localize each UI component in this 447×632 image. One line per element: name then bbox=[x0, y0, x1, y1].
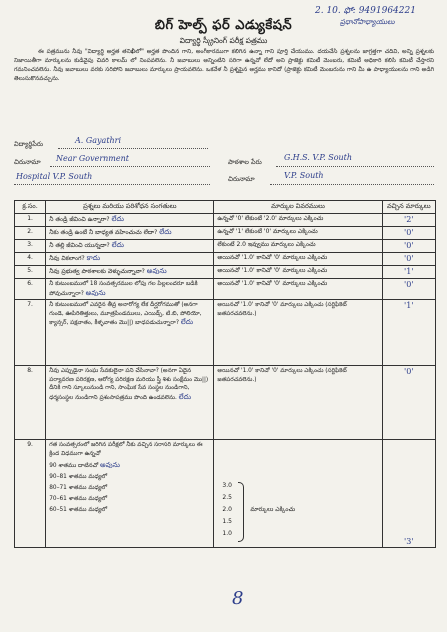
answer-text: అవును bbox=[100, 461, 120, 469]
header-role: ప్రధానోపాధ్యాయులు bbox=[340, 18, 395, 26]
marks-rule: అయినచో '1.0' కానిచో '0' మార్కులు ఎక్కించు (సర్టిఫికెట్ జతపరచవలెను.) bbox=[214, 366, 382, 440]
question-cell bbox=[46, 240, 214, 253]
address2-value: V.P. South bbox=[284, 171, 324, 180]
marks-rule: అయినచో '1.0' కానిచో '0' మార్కులు ఎక్కించు (సర్టిఫికెట్ జతపరచవలెను.) bbox=[214, 300, 382, 366]
marks-obtained: '1' bbox=[382, 300, 435, 366]
question-text: నీ కుటుంబములో ఎవరైన తీవ్ర అనారోగ్య లేక దీర్ఘరోగముతో (అనగా గుండె, ఊపిరితిత్తులు, మూత్రపిండములు, ఎయిడ్స్, టి.బి, పోలియో, క్యాన్సర్, పక్షవాతం, కీళ్ళవాతం మొ||) బాధపడుచున్నారా? bbox=[49, 302, 202, 326]
marks-rule: లేకుంటే 2.0 ఇవ్వుము మార్కులు ఎక్కించు bbox=[214, 240, 382, 253]
address-label: చిరునామా bbox=[14, 158, 41, 166]
student-name-value: A. Gayathri bbox=[75, 136, 122, 145]
table-row bbox=[15, 227, 436, 240]
row-number: 3. bbox=[15, 240, 46, 253]
marks-rule: అయినచో '1.0' కానిచో '0' మార్కులు ఎక్కించు bbox=[214, 279, 382, 300]
question-text: నీవు ఎప్పుడైనా సంఘ సేవకులైనా పని చేసినావా? (అనగా ఏదైన పర్యావరణ పరిరక్షణ, ఆరోగ్య పరిరక్షణ మరియు స్త్రీ శిశు సంక్షేమం మొ||) దీనికి గాని స్కూలునుండి గాని, సాంఘిక సేవ సంస్థల నుండిగాని, ధర్మసంస్థల నుండిగాని ప్రశంసాపత్రము పొంది ఉండవలెను. bbox=[49, 368, 209, 401]
marks-obtained: '1' bbox=[382, 266, 435, 279]
col-header-question: ప్రశ్నలు మరియు పరిశోధన సంగతులు bbox=[46, 201, 214, 214]
intro-paragraph: ఈ పత్రమును నీవు "విద్యార్థి అర్హత తనిఖీలో" అర్హత పొందిన గాని, అంగీకారముగా కలిగిన ఉన్నా గాని పూర్తి చేయుము. దయచేసి ప్రశ్నలను జాగ్రత్తగా చదివి, అన్ని ప్రశ్నలకు నిజాయితీగా మార్కులను కుడివైపు చివరి కాలమ్ లో నింపవలెను. నీ జవాబులు అన్నింటిని సరిగా ఉన్నవో లేదో అని ప్రాజెక్టు కమిటీ మెంబరు, కమిటీ అధికారి కలిసి కమిటీ చేస్తారని గమనించవలెను. నీవు జవాబులు వరకు సరిపోని జవాబులు మార్కులు ప్రాయవలెను. ఒకవేళ నీ ప్రశ్నపైన అర్హము కానిదో (ప్రాజెక్టు కమిటీ మెంబరును గాని మీ ఉ పాధ్యాయులను గాని అడిగి తెలుసుకొనవచ్చును. bbox=[14, 49, 434, 82]
answer-text: లేదు bbox=[178, 392, 191, 401]
grade-mark: 2.5 bbox=[222, 494, 232, 501]
school-name-label: పాఠశాల పేరు bbox=[228, 158, 262, 166]
school-name-line bbox=[276, 166, 434, 167]
header-phone: ఫో: 9491964221 bbox=[343, 6, 416, 16]
col-header-marks-obtained: వచ్చిన మార్కులు bbox=[382, 201, 435, 214]
row-number: 9. bbox=[15, 440, 46, 548]
marks-rule: ఉన్నచో '0' లేకుంటే '2.0' మార్కులు ఎక్కించు bbox=[214, 214, 382, 227]
grade-item bbox=[49, 460, 210, 472]
signature: 8 bbox=[232, 588, 244, 609]
table-row bbox=[15, 300, 436, 366]
question-text: నీవు ప్రభుత్వ పాఠశాలకు వెళ్ళుచున్నావా? bbox=[49, 268, 145, 275]
grade-mark: 3.0 bbox=[222, 482, 232, 489]
row-number: 7. bbox=[15, 300, 46, 366]
question-cell bbox=[46, 227, 214, 240]
marks-obtained: '0' bbox=[382, 253, 435, 266]
question-text: నీ కుటుంబములో 18 సంవత్సరముల లోపు గల పిల్లలందరూ బడికి పోవుచున్నారా? bbox=[49, 281, 198, 297]
address-value-1: Near Government bbox=[56, 154, 129, 163]
address-line-2 bbox=[14, 184, 210, 185]
header-prefix: 2. 10. bbox=[315, 6, 341, 16]
student-name-label: విద్యార్థిపేరు bbox=[14, 140, 43, 148]
answer-text: లేదు bbox=[180, 318, 194, 326]
grade-item: 80–71 శాతము మధ్యలో bbox=[49, 485, 108, 491]
marks-rule: అయినచో '1.0' కానిచో '0' మార్కులు ఎక్కించు bbox=[214, 253, 382, 266]
row-number: 5. bbox=[15, 266, 46, 279]
row-number: 6. bbox=[15, 279, 46, 300]
school-name-value: G.H.S. V.P. South bbox=[284, 153, 353, 162]
question-cell bbox=[46, 300, 214, 366]
answer-text: లేదు bbox=[111, 241, 124, 249]
question-text: నీకు తండ్రి ఉంటే నీ బాధ్యత వహించుచు లేదా? bbox=[49, 229, 158, 236]
grade-item: 60–51 శాతము మధ్యలో bbox=[49, 507, 108, 513]
marks-obtained: '2' bbox=[382, 214, 435, 227]
address-line-1 bbox=[50, 166, 210, 167]
marks-rule: ఉన్నచో '1' లేకుంటే '0' మార్కులు ఎక్కించు bbox=[214, 227, 382, 240]
row-number: 1. bbox=[15, 214, 46, 227]
grade-marks-list bbox=[222, 480, 232, 540]
questions-table bbox=[14, 200, 436, 548]
table-header-row bbox=[15, 201, 436, 214]
student-name-line bbox=[58, 148, 208, 149]
question-cell bbox=[46, 366, 214, 440]
marks-rule: మార్కులు ఎక్కించు bbox=[250, 506, 296, 513]
marks-obtained: '3' bbox=[382, 440, 435, 548]
page-title: బిగ్ హెల్ప్ ఫర్ ఎడ్యుకేషన్ bbox=[154, 18, 293, 33]
row-number: 4. bbox=[15, 253, 46, 266]
question-cell bbox=[46, 279, 214, 300]
grade-mark: 1.0 bbox=[222, 530, 232, 537]
marks-obtained: '0' bbox=[382, 240, 435, 253]
address-value-2: Hospital V.P. South bbox=[16, 172, 93, 181]
grade-item: 70–61 శాతము మధ్యలో bbox=[49, 496, 108, 502]
grade-item: 90–81 శాతము మధ్యలో bbox=[49, 474, 108, 480]
grade-brace bbox=[238, 482, 244, 542]
answer-text: లేదు bbox=[159, 228, 172, 236]
question-text: నీ తండ్రి జీవించి ఉన్నారా? bbox=[49, 216, 110, 223]
grade-marks-cell bbox=[214, 440, 382, 548]
question-cell bbox=[46, 214, 214, 227]
col-header-number: క్ర.సం. bbox=[15, 201, 46, 214]
answer-text: అవును bbox=[146, 267, 167, 275]
question-text: గత సంవత్సరంలో జరిగిన పరీక్షలో నీకు వచ్చిన సరాసరి మార్కులు ఈ క్రింద విధముగా ఉన్నచో bbox=[49, 442, 203, 457]
row-number: 2. bbox=[15, 227, 46, 240]
col-header-marks-detail: మార్కుల వివరములు bbox=[214, 201, 382, 214]
answer-text: లేదు bbox=[111, 215, 124, 223]
table-row bbox=[15, 366, 436, 440]
grade-list bbox=[49, 460, 210, 516]
marks-obtained: '0' bbox=[382, 227, 435, 240]
marks-obtained: '0' bbox=[382, 366, 435, 440]
row-number: 8. bbox=[15, 366, 46, 440]
marks-obtained: '0' bbox=[382, 279, 435, 300]
page-subtitle: విద్యార్థి స్క్రీనింగ్ పరీక్ష పత్రము bbox=[179, 36, 268, 45]
question-cell bbox=[46, 266, 214, 279]
address2-line bbox=[270, 184, 434, 185]
grade-label: 90 శాతము దాటినచో bbox=[49, 463, 99, 469]
table-row bbox=[15, 240, 436, 253]
question-text: నీవు వికలాంగ? bbox=[49, 255, 85, 262]
header-phone-note bbox=[315, 6, 416, 18]
answer-text: అవును bbox=[85, 288, 106, 297]
marks-rule: అయినచో '1.0' కానిచో '0' మార్కులు ఎక్కించు bbox=[214, 266, 382, 279]
question-text: నీ తల్లి జీవించి యున్నదా? bbox=[49, 242, 110, 249]
grade-mark: 1.5 bbox=[222, 518, 232, 525]
table-row bbox=[15, 253, 436, 266]
grade-mark: 2.0 bbox=[222, 506, 232, 513]
table-row bbox=[15, 214, 436, 227]
table-row bbox=[15, 266, 436, 279]
table-row bbox=[15, 279, 436, 300]
question-cell bbox=[46, 440, 214, 548]
question-cell bbox=[46, 253, 214, 266]
table-row bbox=[15, 440, 436, 548]
address2-label: చిరునామా bbox=[228, 175, 255, 183]
answer-text: కాదు bbox=[86, 254, 101, 262]
